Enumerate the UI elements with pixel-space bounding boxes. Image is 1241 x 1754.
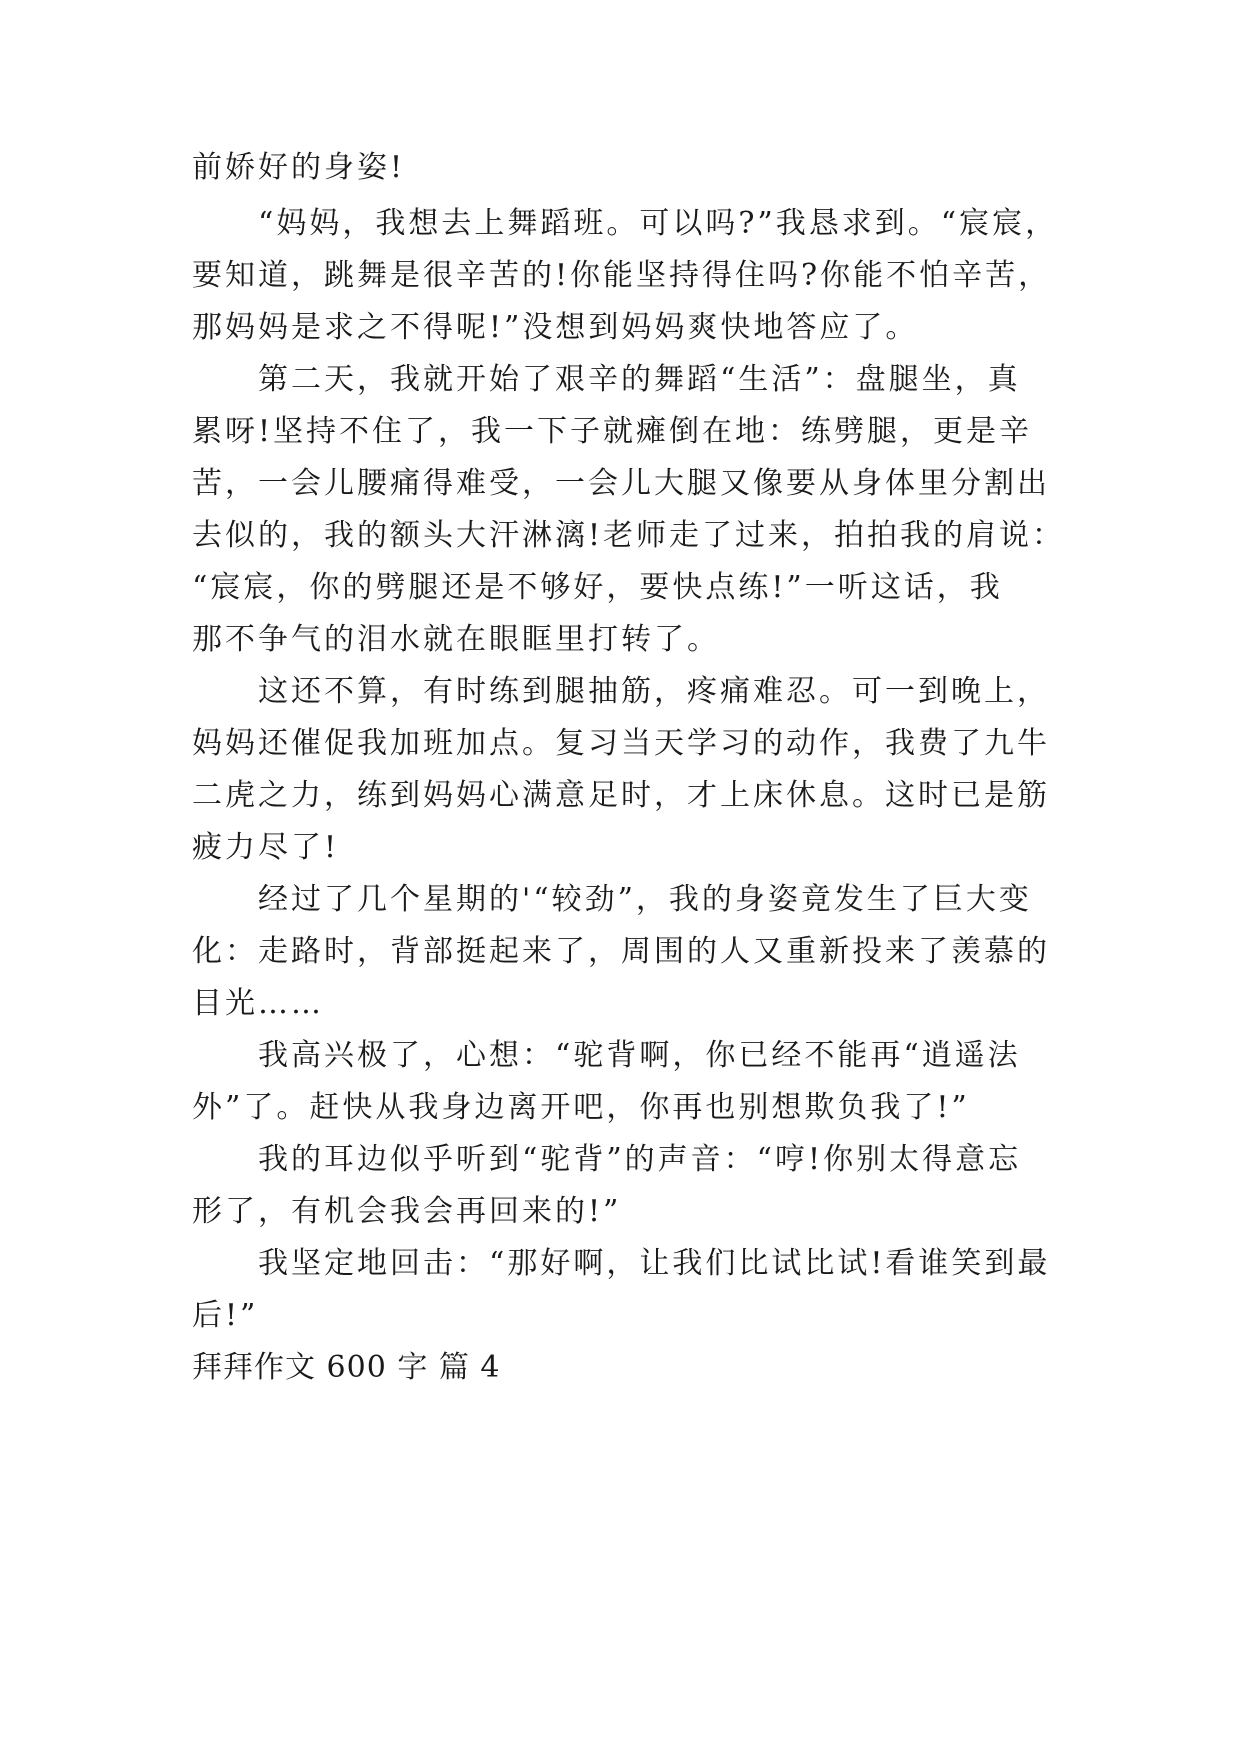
text-line: 目光…… (192, 986, 324, 1021)
text-line: 我坚定地回击：“那好啊，让我们比试比试!看谁笑到最 (258, 1246, 1051, 1281)
text-line: 疲力尽了! (192, 830, 340, 865)
text-line: 我高兴极了，心想：“驼背啊，你已经不能再“逍遥法 (258, 1038, 1021, 1073)
text-line: 外”了。赶快从我身边离开吧，你再也别想欺负我了!” (192, 1090, 970, 1125)
text-line: 前娇好的身姿! (192, 150, 406, 185)
text-line: 我的耳边似乎听到“驼背”的声音：“哼!你别太得意忘 (258, 1142, 1022, 1177)
text-line: 第二天，我就开始了艰辛的舞蹈“生活”：盘腿坐，真 (258, 362, 1021, 397)
text-line: “妈妈，我想去上舞蹈班。可以吗?”我恳求到。“宸宸， (258, 206, 1059, 241)
text-line: 二虎之力，练到妈妈心满意足时，才上床休息。这时已是筋 (192, 778, 1050, 813)
text-line: 这还不算，有时练到腿抽筋，疼痛难忍。可一到晚上， (258, 674, 1050, 709)
text-line: 形了，有机会我会再回来的!” (192, 1194, 622, 1229)
text-line: 那不争气的泪水就在眼眶里打转了。 (192, 622, 720, 657)
text-line: 那妈妈是求之不得呢!”没想到妈妈爽快地答应了。 (192, 310, 919, 345)
text-line: 苦，一会儿腰痛得难受，一会儿大腿又像要从身体里分割出 (192, 466, 1050, 501)
text-line: 累呀!坚持不住了，我一下子就瘫倒在地：练劈腿，更是辛 (192, 414, 1033, 449)
text-line: “宸宸，你的劈腿还是不够好，要快点练!”一听这话，我 (192, 570, 1003, 605)
text-line: 经过了几个星期的'“较劲”，我的身姿竟发生了巨大变 (258, 882, 1032, 917)
section-heading: 拜拜作文 600 字 篇 4 (192, 1350, 501, 1385)
text-line: 去似的，我的额头大汗淋漓!老师走了过来，拍拍我的肩说： (192, 518, 1066, 553)
text-line: 要知道，跳舞是很辛苦的!你能坚持得住吗?你能不怕辛苦， (192, 258, 1052, 293)
text-line: 妈妈还催促我加班加点。复习当天学习的动作，我费了九牛 (192, 726, 1050, 761)
text-line: 后!” (192, 1298, 259, 1333)
text-line: 化：走路时，背部挺起来了，周围的人又重新投来了羡慕的 (192, 934, 1050, 969)
